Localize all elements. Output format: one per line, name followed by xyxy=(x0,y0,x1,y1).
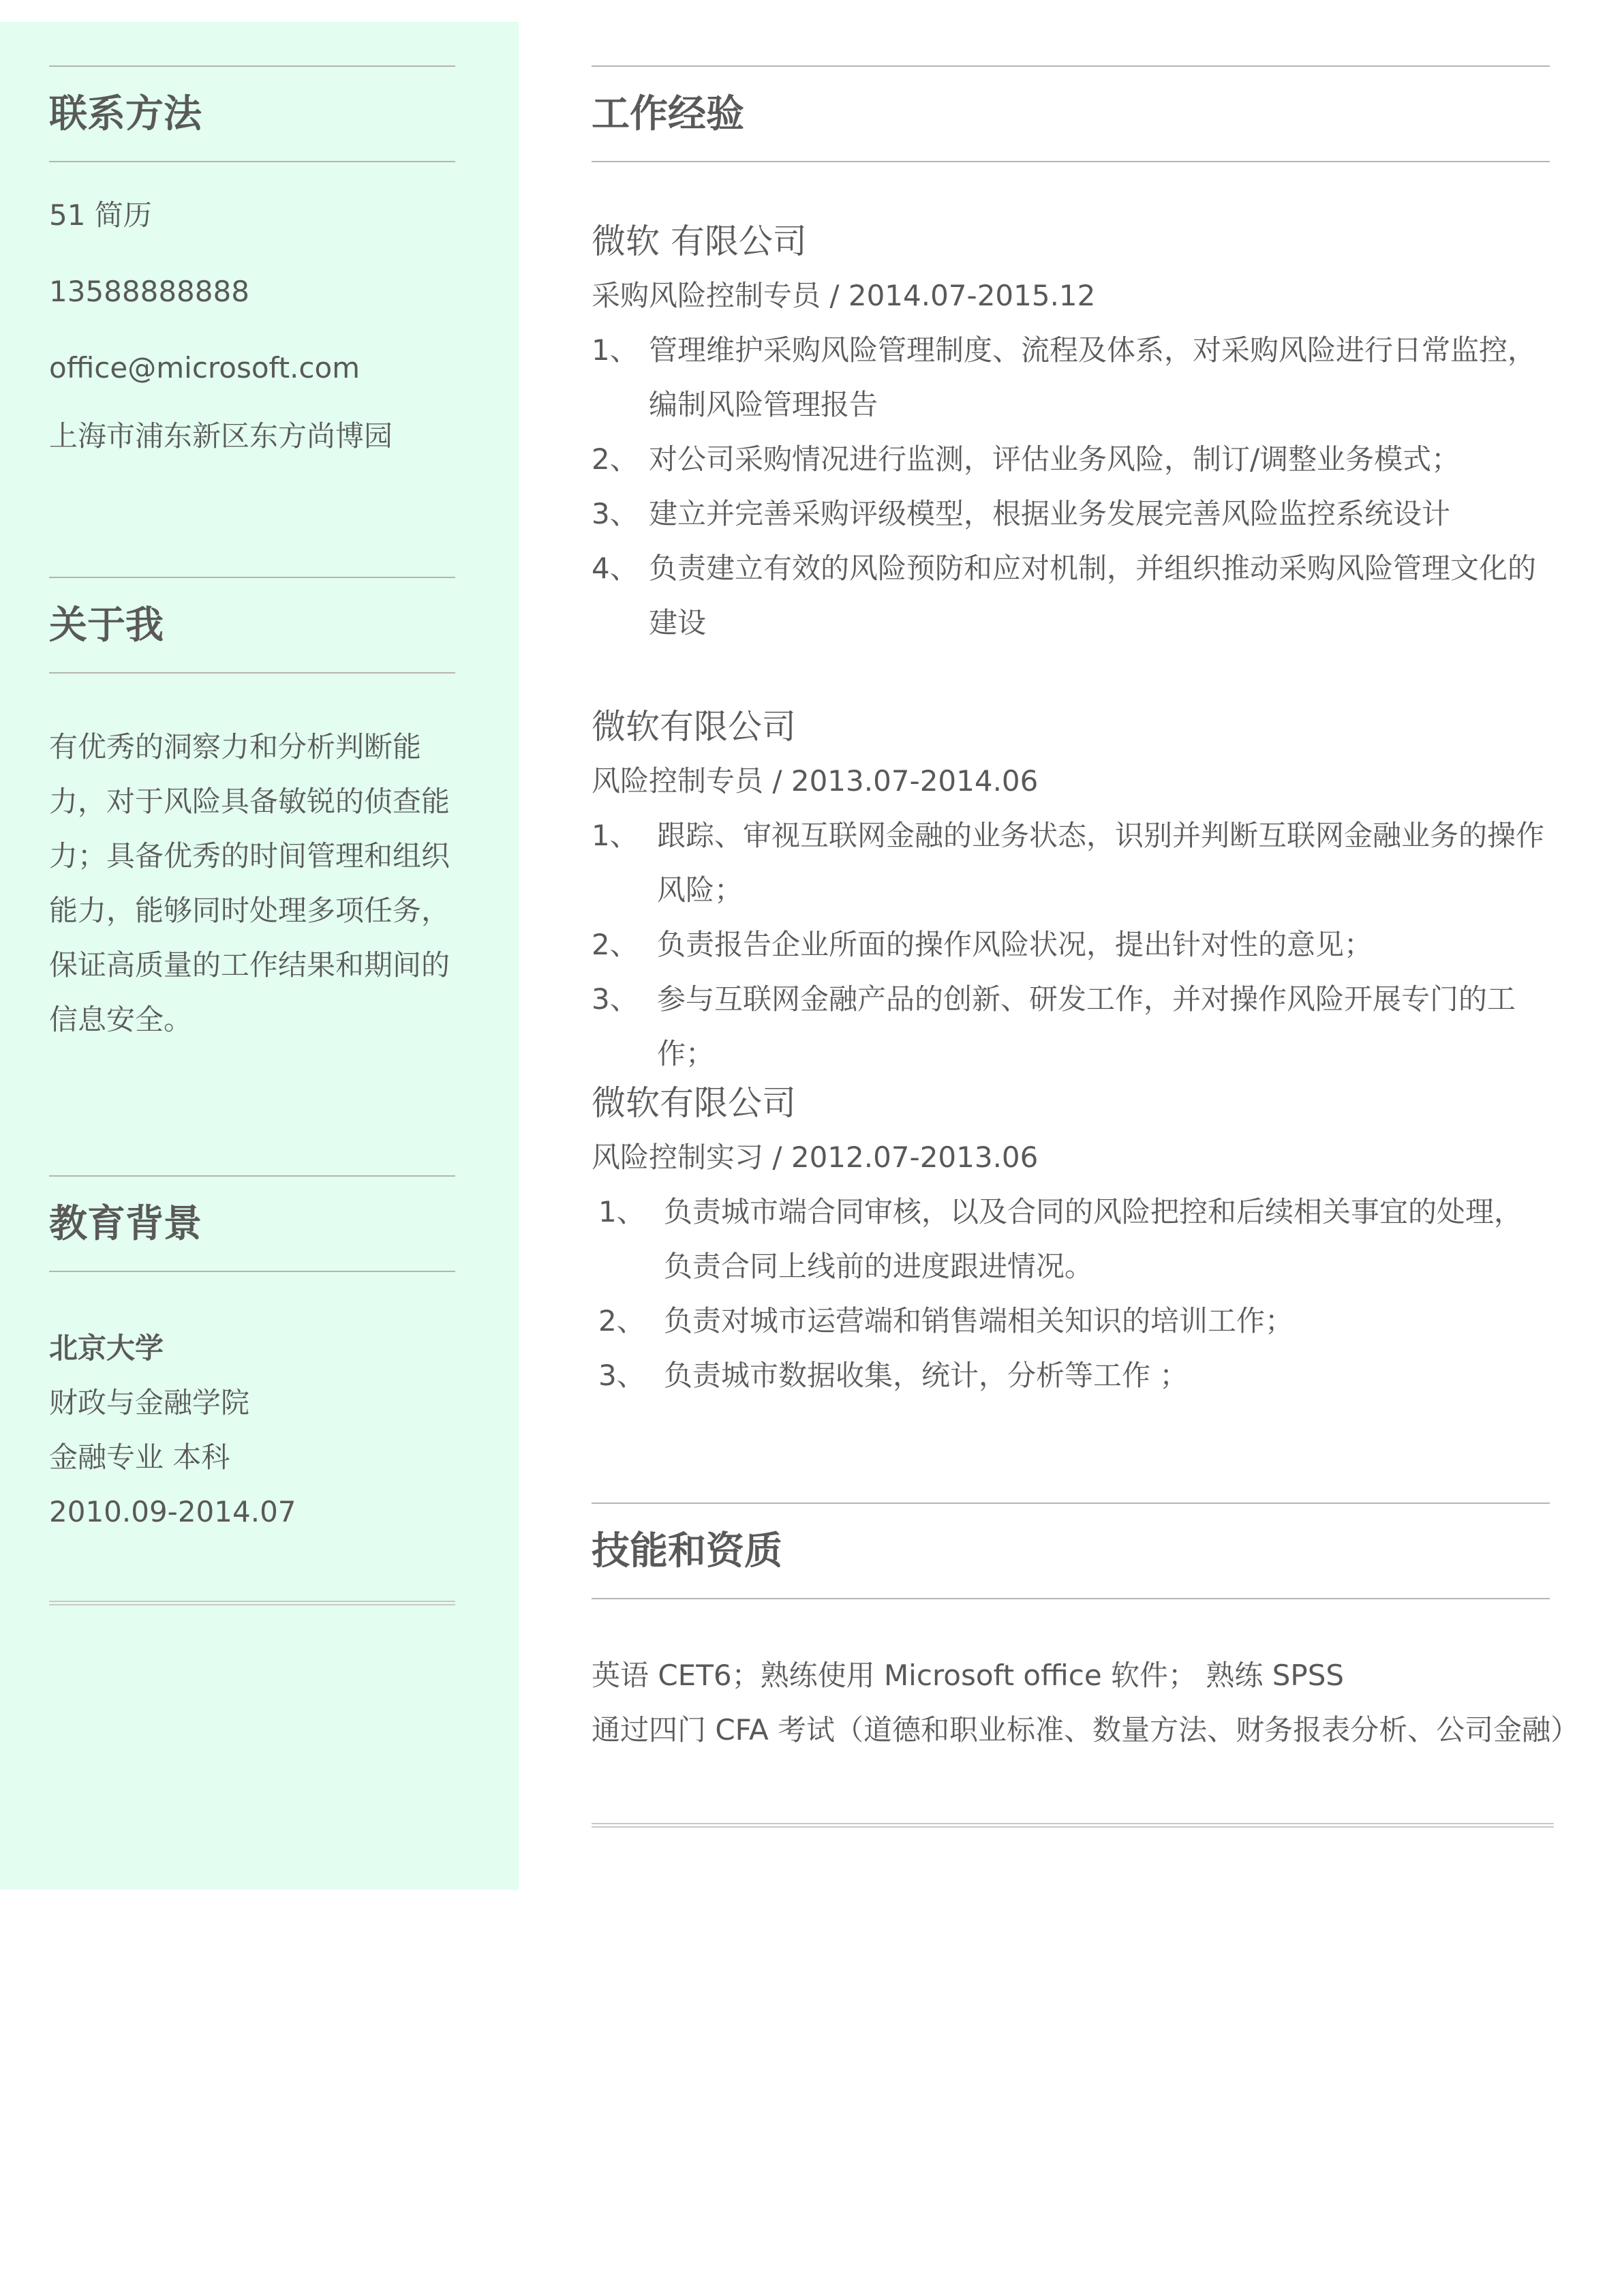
divider xyxy=(592,1823,1554,1828)
job-role-period: 采购风险控制专员 / 2014.07-2015.12 xyxy=(592,279,1096,312)
duty-number: 1、 xyxy=(592,819,639,852)
duty-number: 2、 xyxy=(592,928,639,961)
duty-text: 负责城市数据收集，统计，分析等工作 ； xyxy=(664,1359,1189,1392)
experience-section xyxy=(592,65,1550,162)
experience-heading: 工作经验 xyxy=(592,67,1550,162)
duty-text: 管理维护采购风险管理制度、流程及体系，对采购风险进行日常监控，编制风险管理报告 xyxy=(649,333,1537,421)
job-role-period: 风险控制实习 / 2012.07-2013.06 xyxy=(592,1141,1039,1174)
skills-section xyxy=(592,1502,1580,1828)
contact-section xyxy=(49,65,455,465)
contact-phone: 13588888888 xyxy=(49,275,249,308)
education-major: 金融专业 本科 xyxy=(49,1440,230,1474)
job-company: 微软 有限公司 xyxy=(592,222,807,261)
duty-item xyxy=(592,432,1550,487)
duty-number: 3、 xyxy=(592,982,639,1016)
skills-line: 英语 CET6；熟练使用 Microsoft office 软件； 熟练 SPSS xyxy=(592,1659,1345,1692)
duty-text: 负责报告企业所面的操作风险状况，提出针对性的意见； xyxy=(657,928,1373,961)
duty-text: 对公司采购情况进行监测，评估业务风险，制订/调整业务模式； xyxy=(649,442,1460,476)
duty-item xyxy=(592,1348,1550,1403)
contact-address: 上海市浦东新区东方尚博园 xyxy=(49,419,393,453)
about-section xyxy=(49,577,455,1047)
duty-item xyxy=(592,1294,1550,1348)
job-entry xyxy=(592,1076,1550,1403)
duty-number: 2、 xyxy=(598,1304,645,1338)
duty-item xyxy=(592,541,1550,650)
about-text: 有优秀的洞察力和分析判断能力，对于风险具备敏锐的侦查能力；具备优秀的时间管理和组织能力，能够同时处理多项任务，保证高质量的工作结果和期间的信息安全。 xyxy=(49,730,450,1036)
duty-text: 建立并完善采购评级模型，根据业务发展完善风险监控系统设计 xyxy=(649,497,1451,530)
education-school: 北京大学 xyxy=(49,1331,164,1365)
contact-email[interactable]: office@microsoft.com xyxy=(49,351,361,384)
duty-number: 1、 xyxy=(598,1195,645,1228)
duty-number: 3、 xyxy=(598,1359,645,1392)
contact-name: 51 简历 xyxy=(49,198,152,232)
duty-text: 跟踪、审视互联网金融的业务状态，识别并判断互联网金融业务的操作风险； xyxy=(657,819,1545,907)
duty-item xyxy=(592,972,1550,1081)
duty-text: 负责城市端合同审核，以及合同的风险把控和后续相关事宜的处理，负责合同上线前的进度跟进情况。 xyxy=(664,1195,1523,1283)
contact-heading: 联系方法 xyxy=(49,67,455,162)
divider xyxy=(49,1601,455,1605)
duty-text: 负责对城市运营端和销售端相关知识的培训工作； xyxy=(664,1304,1294,1338)
duty-item xyxy=(592,918,1550,972)
duty-item xyxy=(592,809,1550,918)
skills-heading: 技能和资质 xyxy=(592,1504,1550,1599)
job-company: 微软有限公司 xyxy=(592,707,796,746)
duty-number: 2、 xyxy=(592,442,639,476)
duty-number: 3、 xyxy=(592,497,639,530)
about-heading: 关于我 xyxy=(49,578,455,674)
education-college: 财政与金融学院 xyxy=(49,1386,250,1419)
education-section xyxy=(49,1175,455,1605)
skills-line: 通过四门 CFA 考试（道德和职业标准、数量方法、财务报表分析、公司金融） xyxy=(592,1713,1580,1747)
duty-item xyxy=(592,487,1550,541)
job-role-period: 风险控制专员 / 2013.07-2014.06 xyxy=(592,764,1039,798)
job-company: 微软有限公司 xyxy=(592,1083,796,1123)
duty-text: 负责建立有效的风险预防和应对机制，并组织推动采购风险管理文化的建设 xyxy=(649,552,1537,639)
duty-number: 1、 xyxy=(592,333,639,367)
duty-text: 参与互联网金融产品的创新、研发工作，并对操作风险开展专门的工作； xyxy=(657,982,1516,1070)
job-entry xyxy=(592,214,1550,650)
duty-number: 4、 xyxy=(592,552,639,585)
education-period: 2010.09-2014.07 xyxy=(49,1495,296,1528)
duty-item xyxy=(592,1185,1550,1294)
job-entry xyxy=(592,699,1550,1081)
duty-item xyxy=(592,323,1550,432)
education-heading: 教育背景 xyxy=(49,1177,455,1272)
